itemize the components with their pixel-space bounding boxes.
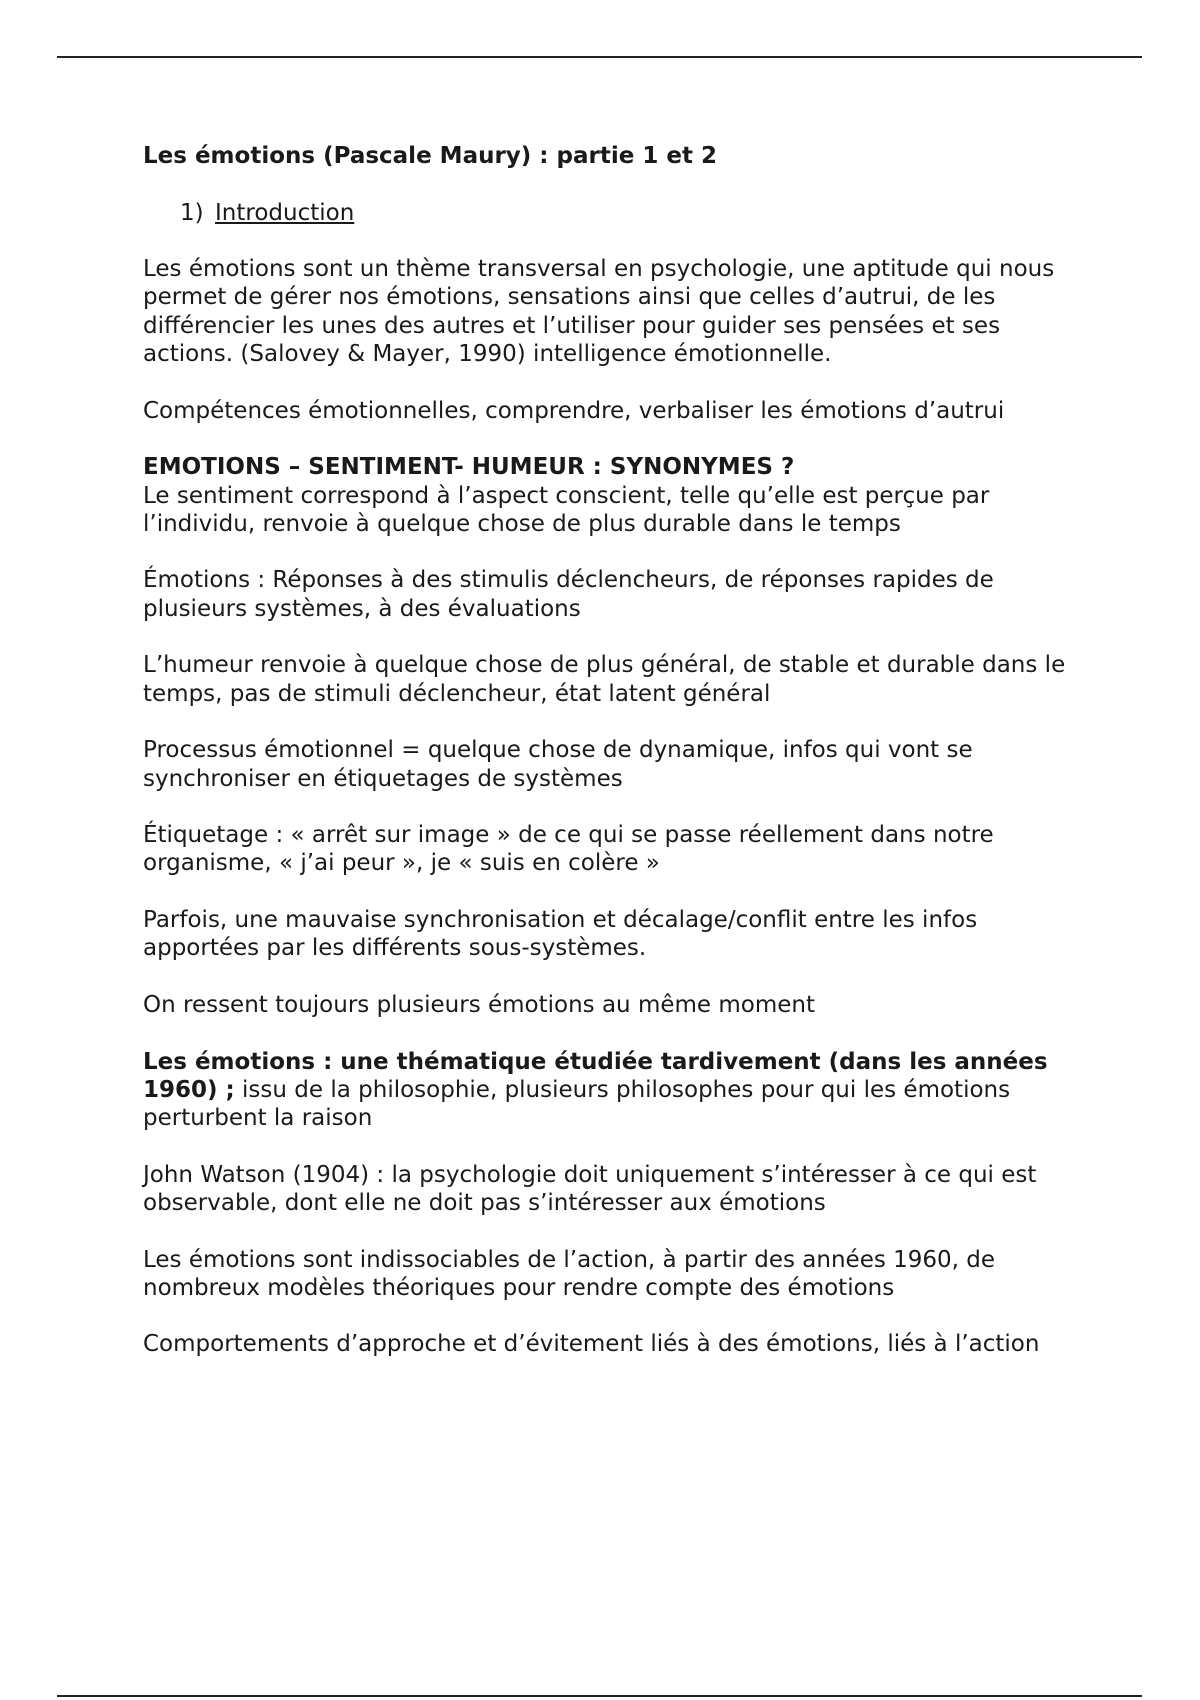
- paragraph-synchronisation: Parfois, une mauvaise synchronisation et décalage/conflit entre les infos apportées par les différents sous-systèmes.: [143, 907, 978, 962]
- heading-synonymes: EMOTIONS – SENTIMENT- HUMEUR : SYNONYMES ?: [143, 454, 795, 481]
- document-body: [143, 142, 1073, 1387]
- paragraph-thematique: [143, 1048, 1073, 1133]
- paragraph-sentiment: Le sentiment correspond à l’aspect conscient, telle qu’elle est perçue par l’individu, renvoie à quelque chose de plus durable dans le temps: [143, 482, 990, 537]
- paragraph-intelligence-emotionnelle: Les émotions sont un thème transversal en psychologie, une aptitude qui nous permet de gérer nos émotions, sensations ainsi que celles d’autrui, de les différencier les unes des autres et l’utiliser pour guider ses pensées et ses actions. (Salovey & Mayer, 1990) intelligence émotionnelle.: [143, 256, 1055, 368]
- paragraph-action: Les émotions sont indissociables de l’action, à partir des années 1960, de nombreux modèles théoriques pour rendre compte des émotions: [143, 1246, 996, 1301]
- paragraph-watson: John Watson (1904) : la psychologie doit uniquement s’intéresser à ce qui est observable, dont elle ne doit pas s’intéresser aux émotions: [143, 1161, 1037, 1216]
- thematique-rest-text: issu de la philosophie, plusieurs philosophes pour qui les émotions perturbent la raison: [143, 1076, 1011, 1132]
- section-heading-introduction: [143, 199, 1073, 227]
- section-label: Introduction: [215, 199, 355, 226]
- paragraph-humeur: L’humeur renvoie à quelque chose de plus général, de stable et durable dans le temps, pas de stimuli déclencheur, état latent général: [143, 652, 1066, 707]
- paragraph-processus: Processus émotionnel = quelque chose de dynamique, infos qui vont se synchroniser en étiquetages de systèmes: [143, 737, 973, 792]
- paragraph-etiquetage: Étiquetage : « arrêt sur image » de ce qui se passe réellement dans notre organisme, « j’ai peur », je « suis en colère »: [143, 822, 994, 877]
- thematique-bold-text: Les émotions : une thématique étudiée tardivement (dans les années 1960) ;: [143, 1048, 1048, 1103]
- paragraph-plusieurs-emotions: On ressent toujours plusieurs émotions au même moment: [143, 991, 815, 1018]
- top-rule: [57, 56, 1142, 58]
- paragraph-approche-evitement: Comportements d’approche et d’évitement liés à des émotions, liés à l’action: [143, 1331, 1040, 1358]
- section-number: 1): [180, 199, 204, 226]
- bottom-rule: [57, 1695, 1142, 1697]
- paragraph-emotions-definition: Émotions : Réponses à des stimulis déclencheurs, de réponses rapides de plusieurs systèmes, à des évaluations: [143, 567, 994, 622]
- paragraph-competences: Compétences émotionnelles, comprendre, verbaliser les émotions d’autrui: [143, 397, 1005, 424]
- document-title: Les émotions (Pascale Maury) : partie 1 et 2: [143, 143, 717, 169]
